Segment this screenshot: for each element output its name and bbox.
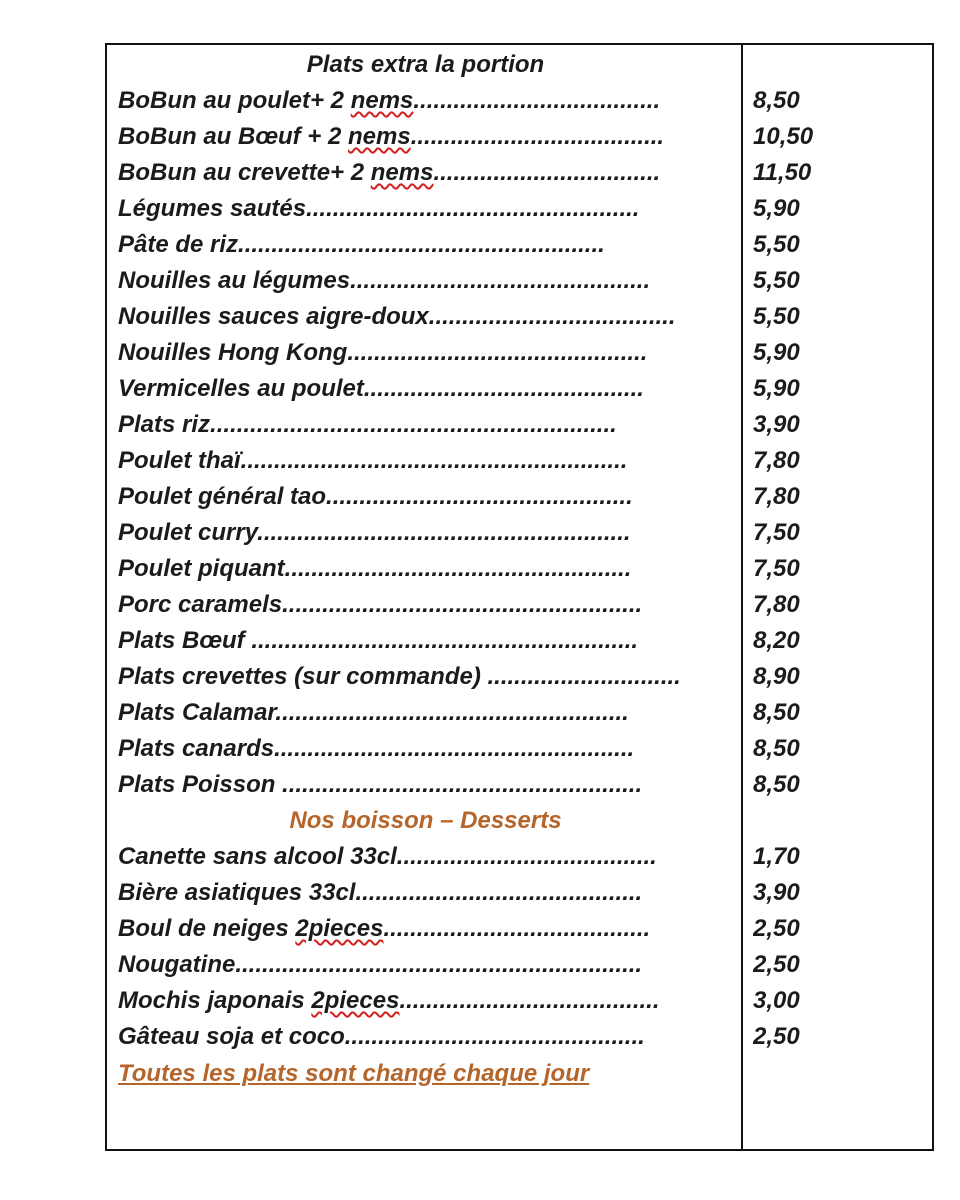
- menu-item-label: .....................................: [413, 87, 661, 114]
- menu-item-label: ..................................: [433, 159, 661, 186]
- menu-item-row: [118, 227, 733, 263]
- menu-item-price: 8,20: [753, 627, 800, 654]
- menu-item-price: 8,50: [753, 735, 800, 762]
- menu-item-price: 7,50: [753, 519, 800, 546]
- menu-item-price: 8,50: [753, 699, 800, 726]
- menu-item-label: .......................................: [399, 987, 660, 1014]
- menu-item-label: Plats crevettes (sur commande) .............................: [118, 663, 681, 690]
- menu-item-row: [118, 731, 733, 767]
- menu-item-label: Poulet général tao..............................................: [118, 483, 633, 510]
- menu-item-label: Boul de neiges: [118, 915, 296, 942]
- menu-item-price: 5,90: [753, 339, 800, 366]
- menu-table: [105, 43, 934, 1151]
- menu-item-price: 2,50: [753, 915, 800, 942]
- menu-item-label: Plats Calamar.....................................................: [118, 699, 629, 726]
- item-column: [118, 47, 733, 1093]
- menu-item-row: [118, 551, 733, 587]
- menu-item-row: [118, 587, 733, 623]
- price-spacer: [753, 47, 923, 83]
- section-title-plats: Plats extra la portion: [306, 51, 545, 78]
- menu-item-label: Plats Bœuf ..........................................................: [118, 627, 639, 654]
- menu-item-price: 11,50: [753, 159, 812, 186]
- menu-item-price: 2,50: [753, 1023, 800, 1050]
- menu-item-label: Gâteau soja et coco.............................................: [118, 1023, 645, 1050]
- menu-item-row: [118, 443, 733, 479]
- menu-item-label: Légumes sautés..................................................: [118, 195, 640, 222]
- menu-item-price: 5,90: [753, 195, 800, 222]
- menu-item-flagged-word: nems: [348, 123, 411, 150]
- menu-item-row: [118, 839, 733, 875]
- menu-item-flagged-word: 2pieces: [311, 987, 400, 1014]
- menu-item-label: ......................................: [410, 123, 665, 150]
- menu-item-row: [118, 659, 733, 695]
- menu-item-row: [118, 83, 733, 119]
- menu-item-row: [118, 263, 733, 299]
- menu-item-label: BoBun au poulet+ 2: [118, 87, 351, 114]
- menu-item-price: 3,90: [753, 879, 800, 906]
- menu-item-row: [118, 191, 733, 227]
- menu-item-row: [118, 947, 733, 983]
- menu-item-price: 5,50: [753, 267, 800, 294]
- menu-item-label: Nouilles Hong Kong.............................................: [118, 339, 648, 366]
- menu-item-row: [118, 119, 733, 155]
- menu-item-price: 5,50: [753, 303, 800, 330]
- menu-item-price: 3,90: [753, 411, 800, 438]
- menu-item-row: [118, 695, 733, 731]
- menu-item-label: ........................................: [383, 915, 651, 942]
- menu-item-label: Porc caramels......................................................: [118, 591, 643, 618]
- menu-item-label: Nouilles au légumes.............................................: [118, 267, 651, 294]
- price-spacer: [753, 803, 923, 839]
- menu-item-price: 5,90: [753, 375, 800, 402]
- column-divider: [741, 45, 743, 1149]
- menu-item-price: 8,50: [753, 771, 800, 798]
- menu-item-row: [118, 299, 733, 335]
- menu-item-flagged-word: nems: [350, 87, 414, 114]
- menu-item-price: 1,70: [753, 843, 800, 870]
- menu-item-label: Mochis japonais: [118, 987, 312, 1014]
- menu-item-label: Plats riz.............................................................: [118, 411, 617, 438]
- menu-item-label: Bière asiatiques 33cl...........................................: [118, 879, 643, 906]
- menu-item-label: Nouilles sauces aigre-doux.....................................: [118, 303, 676, 330]
- menu-item-price: 5,50: [753, 231, 800, 258]
- menu-item-price: 7,80: [753, 483, 800, 510]
- footer-note[interactable]: Toutes les plats sont changé chaque jour: [118, 1060, 590, 1087]
- menu-item-label: BoBun au Bœuf + 2: [118, 123, 348, 150]
- menu-item-price: 8,90: [753, 663, 800, 690]
- menu-item-price: 2,50: [753, 951, 800, 978]
- menu-item-row: [118, 983, 733, 1019]
- menu-item-label: Poulet piquant....................................................: [118, 555, 632, 582]
- menu-item-price: 3,00: [753, 987, 800, 1014]
- menu-item-label: Poulet thaï..........................................................: [118, 447, 628, 474]
- menu-item-label: Vermicelles au poulet..........................................: [118, 375, 644, 402]
- menu-item-row: [118, 911, 733, 947]
- menu-item-flagged-word: 2pieces: [295, 915, 384, 942]
- menu-item-price: 10,50: [753, 123, 814, 150]
- menu-item-label: Poulet curry........................................................: [118, 519, 631, 546]
- menu-item-price: 7,50: [753, 555, 800, 582]
- menu-item-row: [118, 767, 733, 803]
- menu-item-row: [118, 335, 733, 371]
- menu-item-row: [118, 371, 733, 407]
- menu-item-row: [118, 479, 733, 515]
- menu-item-price: 8,50: [753, 87, 800, 114]
- menu-item-row: [118, 1019, 733, 1055]
- menu-item-label: Canette sans alcool 33cl.......................................: [118, 843, 657, 870]
- menu-item-price: 7,80: [753, 591, 800, 618]
- menu-item-price: 7,80: [753, 447, 800, 474]
- menu-item-label: BoBun au crevette+ 2: [118, 159, 371, 186]
- menu-item-flagged-word: nems: [370, 159, 434, 186]
- menu-item-row: [118, 875, 733, 911]
- section-title-boissons-desserts: Nos boisson – Desserts: [289, 807, 562, 834]
- menu-item-row: [118, 407, 733, 443]
- menu-item-label: Plats canards......................................................: [118, 735, 635, 762]
- menu-item-row: [118, 155, 733, 191]
- menu-item-label: Pâte de riz.......................................................: [118, 231, 605, 258]
- menu-item-row: [118, 623, 733, 659]
- menu-item-label: Plats Poisson ......................................................: [118, 771, 643, 798]
- menu-item-row: [118, 515, 733, 551]
- menu-item-label: Nougatine.............................................................: [118, 951, 643, 978]
- price-column: [753, 47, 923, 1055]
